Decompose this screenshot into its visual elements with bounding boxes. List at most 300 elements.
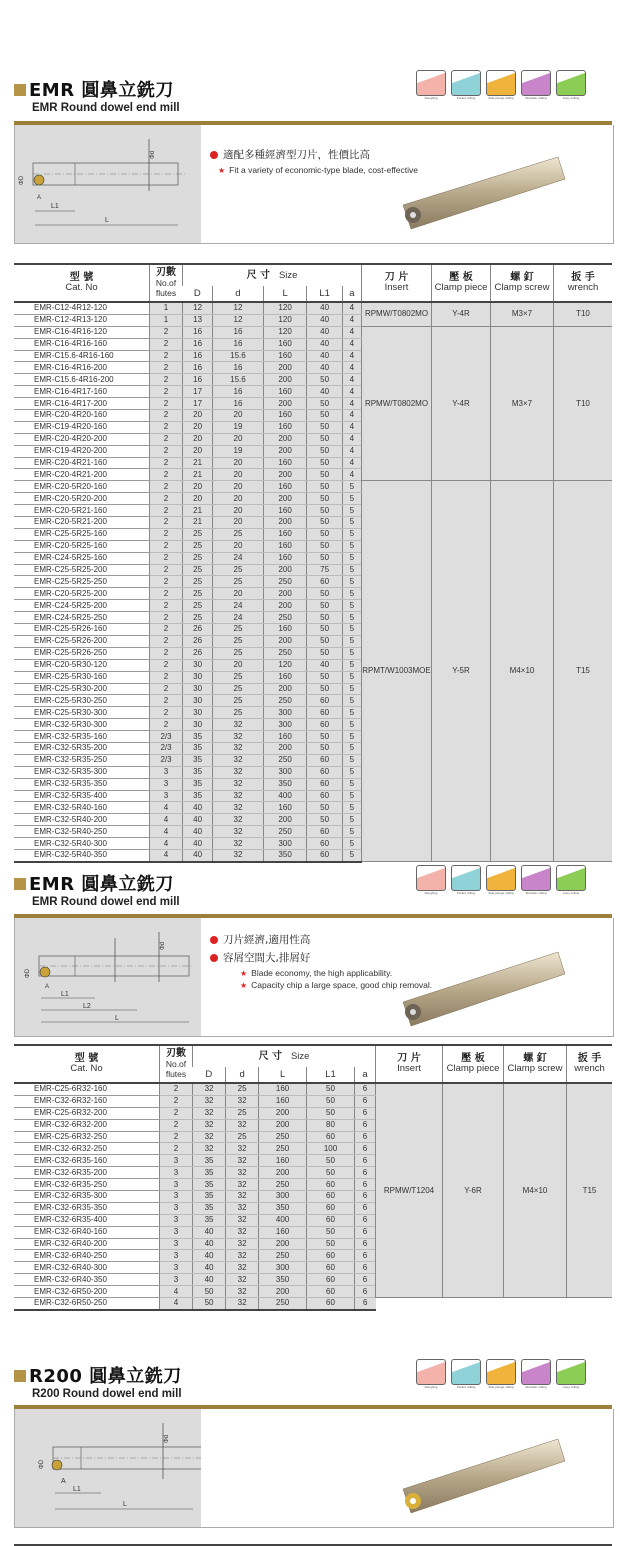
L1: 50 [307, 469, 342, 481]
clamp-cell: Y-6R [443, 1083, 504, 1298]
shoulder-milling-icon [521, 865, 551, 897]
cat-no: EMR-C20-5R21-200 [14, 517, 150, 529]
D: 32 [193, 1083, 226, 1095]
D: 25 [183, 540, 213, 552]
D: 50 [193, 1286, 226, 1298]
a: 4 [342, 445, 361, 457]
cat-no: EMR-C25-6R32-250 [14, 1131, 160, 1143]
L1: 40 [307, 659, 342, 671]
label-L: L [115, 1015, 119, 1022]
a: 5 [342, 505, 361, 517]
d: 20 [213, 433, 264, 445]
L: 200 [259, 1286, 307, 1298]
D: 20 [183, 493, 213, 505]
flutes: 4 [160, 1286, 193, 1298]
title-marker [14, 878, 26, 890]
L1: 50 [307, 612, 342, 624]
L: 250 [259, 1131, 307, 1143]
flutes: 2 [150, 421, 183, 433]
D: 40 [183, 849, 213, 861]
icon-caption: Shoulder milling [525, 96, 547, 100]
L: 250 [263, 826, 307, 838]
d: 20 [213, 469, 264, 481]
cat-no: EMR-C20-5R25-200 [14, 588, 150, 600]
L: 200 [263, 398, 307, 410]
flutes: 1 [150, 314, 183, 326]
wrench-cell: T10 [554, 326, 613, 481]
L: 160 [263, 386, 307, 398]
D: 30 [183, 707, 213, 719]
a: 5 [342, 576, 361, 588]
a: 5 [342, 564, 361, 576]
L: 200 [263, 517, 307, 529]
L1: 50 [307, 493, 342, 505]
D: 35 [193, 1191, 226, 1203]
d: 32 [226, 1274, 259, 1286]
flutes: 2 [150, 683, 183, 695]
D: 35 [193, 1202, 226, 1214]
d: 32 [226, 1226, 259, 1238]
section-subtitle: EMR Round dowel end mill [32, 102, 180, 114]
d: 20 [213, 493, 264, 505]
L: 200 [263, 445, 307, 457]
cat-no: EMR-C32-5R35-200 [14, 742, 150, 754]
L: 250 [259, 1143, 307, 1155]
col-L1: L1 [307, 286, 342, 302]
flutes: 2 [150, 588, 183, 600]
tool-diagram [15, 1409, 201, 1527]
D: 25 [183, 600, 213, 612]
a: 5 [342, 588, 361, 600]
cat-no: EMR-C32-6R35-250 [14, 1179, 160, 1191]
label-d: Φd [150, 150, 156, 159]
cat-no: EMR-C32-6R35-400 [14, 1214, 160, 1226]
L: 200 [263, 469, 307, 481]
title-marker [14, 84, 26, 96]
d: 12 [213, 314, 264, 326]
flutes: 2 [150, 647, 183, 659]
flutes: 2 [150, 528, 183, 540]
cat-no: EMR-C32-5R35-250 [14, 754, 150, 766]
D: 21 [183, 517, 213, 529]
d: 12 [213, 302, 264, 314]
L1: 50 [307, 433, 342, 445]
table-row [14, 326, 612, 338]
screw-cell: M3×7 [491, 326, 554, 481]
L1: 50 [307, 445, 342, 457]
cat-no: EMR-C25-5R30-200 [14, 683, 150, 695]
icon-caption: Side plunge milling [488, 1385, 514, 1389]
L: 250 [263, 754, 307, 766]
col-wrench: 扳 手 wrench [567, 1045, 613, 1083]
cat-no: EMR-C24-5R25-160 [14, 552, 150, 564]
L1: 50 [307, 457, 342, 469]
D: 16 [183, 362, 213, 374]
flutes: 3 [160, 1274, 193, 1286]
cat-no: EMR-C32-5R35-400 [14, 790, 150, 802]
col-a: a [342, 286, 361, 302]
product-panel [14, 918, 614, 1037]
L: 200 [263, 814, 307, 826]
a: 6 [354, 1214, 375, 1226]
flutes: 2 [150, 493, 183, 505]
flutes: 2 [160, 1131, 193, 1143]
a: 5 [342, 624, 361, 636]
flutes: 2/3 [150, 731, 183, 743]
icon-caption: Pocket milling [456, 1385, 476, 1389]
clamp-cell: Y-4R [432, 302, 491, 326]
D: 35 [193, 1167, 226, 1179]
a: 5 [342, 778, 361, 790]
bullet-dot-icon [210, 936, 218, 944]
col-insert: 刀 片 Insert [362, 264, 432, 302]
d: 32 [226, 1202, 259, 1214]
a: 5 [342, 754, 361, 766]
section-r200 [0, 1350, 620, 1546]
flutes: 3 [160, 1202, 193, 1214]
cat-no: EMR-C25-5R25-200 [14, 564, 150, 576]
D: 35 [193, 1155, 226, 1167]
d: 20 [213, 410, 264, 422]
flutes: 2 [160, 1119, 193, 1131]
feature-text: Capacity chip a large space, good chip removal. [251, 980, 433, 990]
col-d: d [213, 286, 264, 302]
operation-icons [416, 70, 586, 102]
dimension-drawing [15, 918, 201, 1036]
d: 32 [226, 1179, 259, 1191]
a: 5 [342, 790, 361, 802]
cat-no: EMR-C32-6R40-300 [14, 1262, 160, 1274]
L1: 50 [307, 1095, 355, 1107]
a: 5 [342, 731, 361, 743]
d: 32 [213, 826, 264, 838]
label-A: A [45, 984, 50, 990]
L1: 50 [307, 1167, 355, 1179]
wrench-cell: T15 [554, 481, 613, 862]
d: 25 [226, 1131, 259, 1143]
cat-no: EMR-C16-4R17-200 [14, 398, 150, 410]
operation-icons [416, 865, 586, 897]
cat-no: EMR-C25-6R32-200 [14, 1107, 160, 1119]
shoulder-milling-icon [521, 1359, 551, 1391]
cat-no: EMR-C20-4R21-200 [14, 469, 150, 481]
D: 16 [183, 350, 213, 362]
cat-no: EMR-C32-6R32-160 [14, 1095, 160, 1107]
cat-no: EMR-C32-5R40-200 [14, 814, 150, 826]
d: 25 [213, 707, 264, 719]
L1: 40 [307, 350, 342, 362]
L1: 40 [307, 302, 342, 314]
L: 120 [263, 659, 307, 671]
a: 4 [342, 421, 361, 433]
L: 250 [263, 695, 307, 707]
cat-no: EMR-C25-5R26-160 [14, 624, 150, 636]
D: 20 [183, 445, 213, 457]
L1: 50 [307, 1107, 355, 1119]
d: 20 [213, 505, 264, 517]
screw-cell: M3×7 [491, 302, 554, 326]
icon-caption: Shoulder milling [525, 891, 547, 895]
flutes: 3 [150, 778, 183, 790]
flutes: 4 [150, 814, 183, 826]
L: 200 [263, 362, 307, 374]
cat-no: EMR-C12-4R13-120 [14, 314, 150, 326]
d: 25 [213, 683, 264, 695]
L: 250 [263, 576, 307, 588]
cat-no: EMR-C32-5R40-250 [14, 826, 150, 838]
flutes: 2 [150, 410, 183, 422]
L1: 60 [307, 1191, 355, 1203]
D: 30 [183, 683, 213, 695]
a: 6 [354, 1298, 375, 1310]
L1: 50 [307, 552, 342, 564]
col-a: a [354, 1067, 375, 1083]
L: 250 [263, 647, 307, 659]
D: 35 [183, 790, 213, 802]
a: 5 [342, 671, 361, 683]
cat-no: EMR-C32-6R50-250 [14, 1298, 160, 1310]
flutes: 3 [160, 1226, 193, 1238]
L: 200 [263, 433, 307, 445]
flutes: 2 [150, 433, 183, 445]
L1: 50 [307, 540, 342, 552]
icon-caption: Copy milling [562, 891, 580, 895]
d: 32 [226, 1262, 259, 1274]
flutes: 3 [160, 1214, 193, 1226]
L: 160 [263, 350, 307, 362]
section-title: EMR 圓鼻立銑刀 [29, 80, 174, 101]
cat-no: EMR-C32-5R40-160 [14, 802, 150, 814]
icon-caption: Copy milling [562, 96, 580, 100]
a: 5 [342, 802, 361, 814]
cat-no: EMR-C25-5R26-200 [14, 635, 150, 647]
d: 16 [213, 326, 264, 338]
D: 20 [183, 481, 213, 493]
label-L1: L1 [51, 203, 59, 210]
flutes: 2 [150, 505, 183, 517]
a: 5 [342, 481, 361, 493]
feature-text: Blade economy, the high applicability. [251, 968, 393, 978]
col-clamp: 壓 板 Clamp piece [432, 264, 491, 302]
flutes: 4 [150, 838, 183, 850]
L1: 40 [307, 338, 342, 350]
L1: 50 [307, 731, 342, 743]
section-title: EMR 圓鼻立銑刀 [29, 874, 174, 895]
d: 32 [226, 1286, 259, 1298]
a: 5 [342, 552, 361, 564]
cat-no: EMR-C32-6R35-200 [14, 1167, 160, 1179]
d: 16 [213, 338, 264, 350]
a: 6 [354, 1107, 375, 1119]
col-size: 尺 寸 Size [193, 1045, 376, 1067]
L1: 50 [307, 742, 342, 754]
L1: 60 [307, 766, 342, 778]
flutes: 3 [160, 1167, 193, 1179]
L1: 75 [307, 564, 342, 576]
L1: 60 [307, 719, 342, 731]
d: 25 [213, 695, 264, 707]
D: 12 [183, 302, 213, 314]
roughing-icon [416, 1359, 446, 1391]
D: 35 [183, 778, 213, 790]
L1: 50 [307, 600, 342, 612]
L: 200 [259, 1167, 307, 1179]
L1: 60 [307, 707, 342, 719]
L: 200 [263, 564, 307, 576]
flutes: 2/3 [150, 742, 183, 754]
bullet-dot-icon [210, 151, 218, 159]
d: 20 [213, 540, 264, 552]
flutes: 4 [160, 1298, 193, 1310]
L: 200 [259, 1119, 307, 1131]
dimension-drawing [15, 1409, 201, 1527]
D: 20 [183, 410, 213, 422]
D: 21 [183, 469, 213, 481]
clamp-cell: Y-4R [432, 326, 491, 481]
a: 5 [342, 719, 361, 731]
dimension-drawing [15, 125, 201, 243]
D: 32 [193, 1143, 226, 1155]
L: 200 [263, 742, 307, 754]
d: 32 [213, 742, 264, 754]
D: 50 [193, 1298, 226, 1310]
L1: 50 [307, 683, 342, 695]
a: 5 [342, 659, 361, 671]
L: 160 [263, 505, 307, 517]
cat-no: EMR-C20-5R21-160 [14, 505, 150, 517]
L1: 60 [307, 1298, 355, 1310]
cat-no: EMR-C25-6R32-160 [14, 1083, 160, 1095]
L: 160 [263, 338, 307, 350]
L: 160 [263, 528, 307, 540]
side-plunge-milling-icon [486, 70, 516, 102]
a: 4 [342, 362, 361, 374]
d: 16 [213, 398, 264, 410]
d: 24 [213, 552, 264, 564]
cat-no: EMR-C25-5R30-250 [14, 695, 150, 707]
cat-no: EMR-C32-6R40-250 [14, 1250, 160, 1262]
L: 160 [259, 1095, 307, 1107]
d: 32 [213, 790, 264, 802]
section-title-block [14, 76, 180, 114]
a: 5 [342, 635, 361, 647]
icon-caption: Pocket milling [456, 891, 476, 895]
L: 160 [263, 421, 307, 433]
roughing-icon [416, 70, 446, 102]
label-L2: L2 [83, 1003, 91, 1010]
table-row [14, 481, 612, 493]
cat-no: EMR-C32-5R35-160 [14, 731, 150, 743]
L: 250 [259, 1298, 307, 1310]
cat-no: EMR-C20-5R20-160 [14, 481, 150, 493]
a: 5 [342, 600, 361, 612]
table-row [14, 302, 612, 314]
L: 160 [263, 671, 307, 683]
L: 160 [259, 1155, 307, 1167]
flutes: 2 [150, 374, 183, 386]
a: 6 [354, 1083, 375, 1095]
side-plunge-milling-icon [486, 865, 516, 897]
D: 16 [183, 374, 213, 386]
a: 4 [342, 457, 361, 469]
d: 32 [213, 778, 264, 790]
D: 35 [193, 1179, 226, 1191]
L1: 50 [307, 505, 342, 517]
flutes: 2 [150, 362, 183, 374]
L: 400 [259, 1214, 307, 1226]
flutes: 2 [160, 1095, 193, 1107]
feature-text: 適配多種經濟型刀片，性價比高 [223, 149, 370, 161]
L1: 60 [307, 1250, 355, 1262]
copy-milling-icon [556, 70, 586, 102]
cat-no: EMR-C32-5R35-350 [14, 778, 150, 790]
flutes: 2 [150, 564, 183, 576]
a: 4 [342, 326, 361, 338]
L: 200 [263, 635, 307, 647]
L1: 50 [307, 802, 342, 814]
flutes: 3 [150, 790, 183, 802]
D: 21 [183, 457, 213, 469]
L1: 40 [307, 362, 342, 374]
col-size: 尺 寸 Size [183, 264, 362, 286]
L1: 60 [307, 695, 342, 707]
d: 24 [213, 600, 264, 612]
flutes: 2 [150, 659, 183, 671]
col-screw: 螺 釘 Clamp screw [504, 1045, 567, 1083]
cat-no: EMR-C32-5R40-300 [14, 838, 150, 850]
L1: 50 [307, 647, 342, 659]
a: 5 [342, 826, 361, 838]
cat-no: EMR-C32-5R40-350 [14, 849, 150, 861]
cat-no: EMR-C32-6R35-300 [14, 1191, 160, 1203]
a: 6 [354, 1095, 375, 1107]
a: 4 [342, 386, 361, 398]
L1: 60 [307, 576, 342, 588]
L: 160 [263, 457, 307, 469]
d: 32 [213, 838, 264, 850]
L1: 60 [307, 1131, 355, 1143]
a: 5 [342, 742, 361, 754]
L1: 60 [307, 790, 342, 802]
label-D: ΦD [25, 968, 31, 978]
flutes: 2 [150, 719, 183, 731]
icon-caption: Copy milling [562, 1385, 580, 1389]
col-L1: L1 [307, 1067, 355, 1083]
insert-cell: RPMW/T1204 [376, 1083, 443, 1298]
screw-cell: M4×10 [491, 481, 554, 862]
L: 300 [259, 1262, 307, 1274]
a: 5 [342, 540, 361, 552]
cat-no: EMR-C25-5R25-250 [14, 576, 150, 588]
product-photo [383, 135, 583, 235]
table-row [14, 1298, 612, 1310]
L1: 50 [307, 1083, 355, 1095]
D: 16 [183, 338, 213, 350]
flutes: 2 [150, 576, 183, 588]
a: 5 [342, 838, 361, 850]
screw-cell: M4×10 [504, 1083, 567, 1298]
pocket-milling-icon [451, 70, 481, 102]
col-wrench: 扳 手 wrench [554, 264, 613, 302]
section-title: R200 圓鼻立銑刀 [29, 1366, 182, 1387]
label-L: L [105, 217, 109, 224]
d: 32 [226, 1143, 259, 1155]
D: 40 [193, 1274, 226, 1286]
L: 160 [263, 552, 307, 564]
D: 40 [183, 838, 213, 850]
L1: 50 [307, 481, 342, 493]
L: 160 [263, 624, 307, 636]
